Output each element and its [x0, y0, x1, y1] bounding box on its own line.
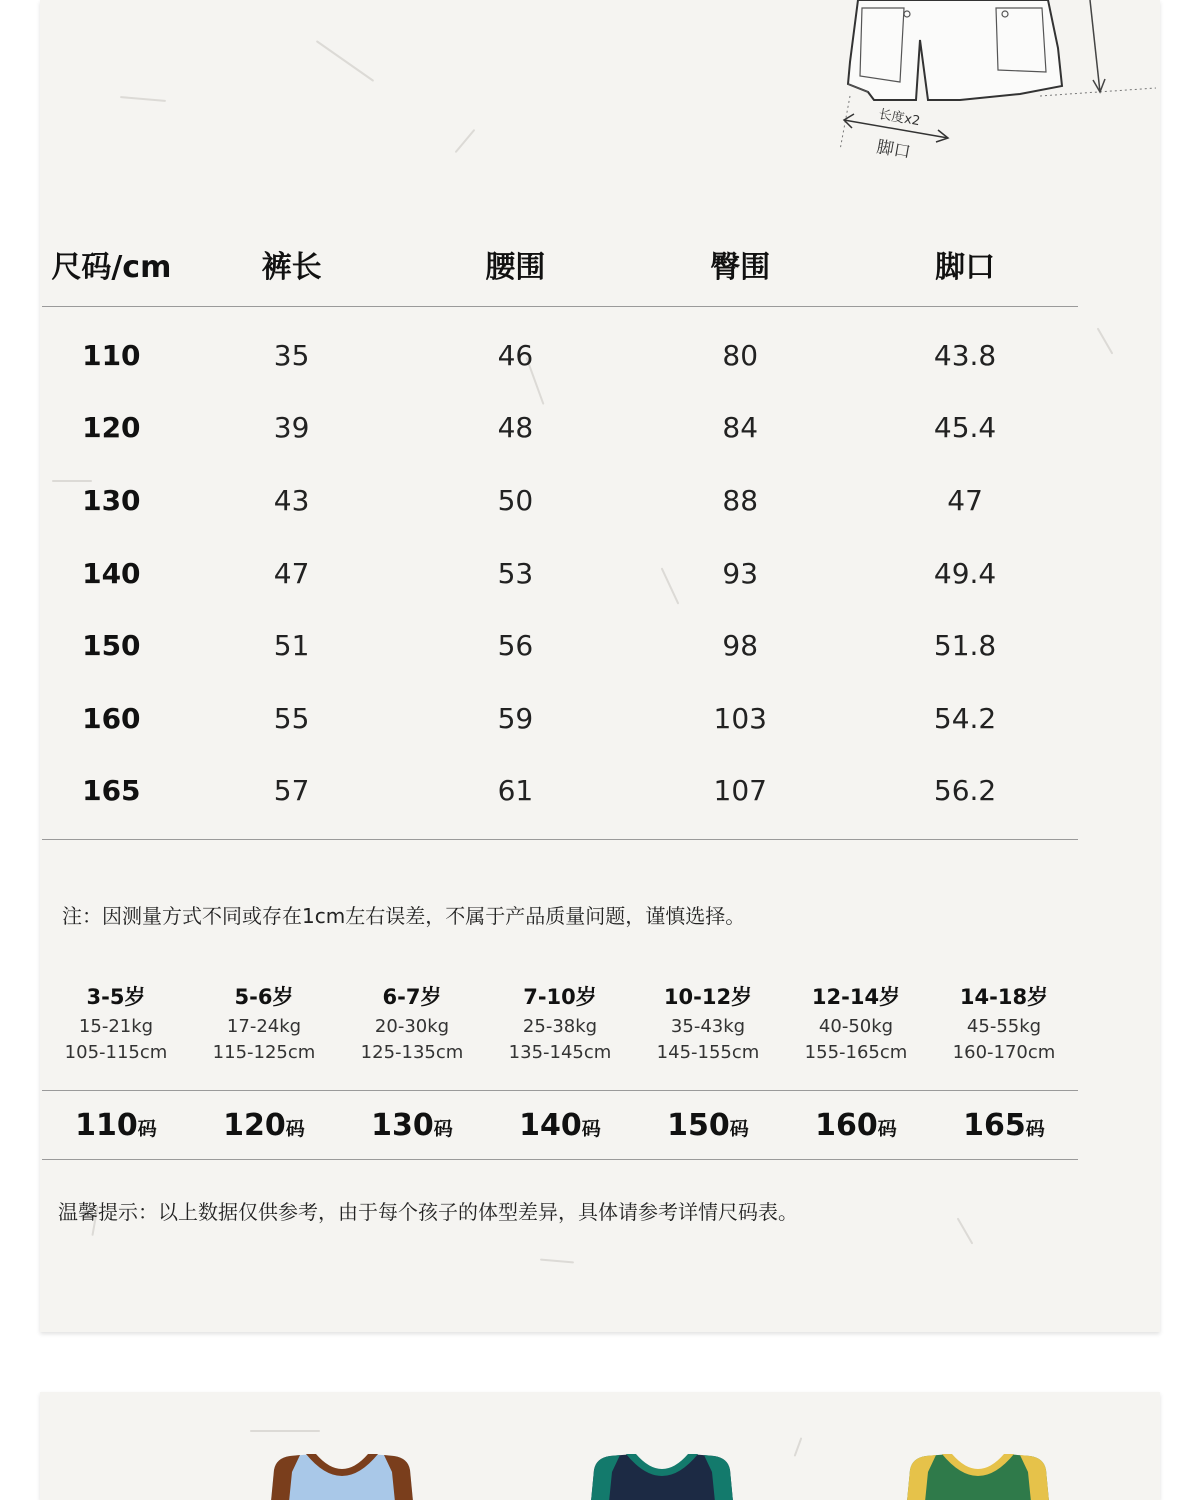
- vest-navy-teal[interactable]: [586, 1452, 738, 1500]
- age-guide-item: [42, 980, 190, 1066]
- weight-range: 15-21kg: [78, 1016, 154, 1037]
- cell-hip: 88: [722, 483, 759, 517]
- cell-waist: 46: [497, 338, 534, 372]
- age-guide-item: [486, 980, 634, 1066]
- vest-light-blue-brown[interactable]: [266, 1452, 418, 1500]
- shorts-outline: [848, 0, 1062, 100]
- weight-range: 20-30kg: [374, 1016, 450, 1037]
- size-code-number: 165: [963, 1107, 1026, 1143]
- cell-size: 130: [82, 483, 141, 517]
- cell-waist: 53: [497, 556, 534, 590]
- age-guide: [42, 980, 1078, 1066]
- cell-hip: 103: [713, 701, 767, 735]
- height-range: 105-115cm: [64, 1042, 168, 1063]
- size-code-row: [42, 1090, 1078, 1160]
- cell-waist: 56: [497, 629, 534, 663]
- length-x2-label: 长度x2: [877, 107, 922, 130]
- age-guide-row: [42, 980, 1078, 1066]
- table-row: [42, 464, 1078, 537]
- weight-range: 25-38kg: [522, 1016, 598, 1037]
- age-range: 7-10岁: [523, 985, 597, 1009]
- table-row: [42, 319, 1078, 392]
- size-code: [634, 1108, 782, 1143]
- header-hem: 脚口: [935, 250, 996, 285]
- cell-hip: 107: [713, 774, 767, 808]
- size-code-unit: 码: [285, 1117, 305, 1140]
- age-range: 6-7岁: [382, 985, 442, 1009]
- table-row: [42, 609, 1078, 682]
- shorts-diagram: [800, 0, 1160, 170]
- size-code: [782, 1108, 930, 1143]
- cell-hip: 98: [722, 629, 759, 663]
- table-row: [42, 392, 1078, 465]
- paper-fiber: [316, 40, 374, 82]
- paper-fiber: [1097, 328, 1114, 355]
- weight-range: 17-24kg: [226, 1016, 302, 1037]
- weight-range: 45-55kg: [966, 1016, 1042, 1037]
- size-code-number: 130: [371, 1107, 434, 1143]
- cell-hem: 49.4: [933, 556, 997, 590]
- cell-waist: 50: [497, 483, 534, 517]
- size-code: [486, 1108, 634, 1143]
- size-code: [190, 1108, 338, 1143]
- height-range: 160-170cm: [952, 1042, 1056, 1063]
- cell-waist: 48: [497, 411, 534, 445]
- size-code-unit: 码: [729, 1117, 749, 1140]
- header-hip: 臀围: [710, 250, 771, 285]
- cell-size: 140: [82, 556, 141, 590]
- size-code-number: 160: [815, 1107, 878, 1143]
- paper-fiber: [455, 129, 476, 153]
- cell-length: 47: [273, 556, 310, 590]
- age-range: 5-6岁: [234, 985, 294, 1009]
- paper-fiber: [120, 96, 166, 102]
- age-range: 3-5岁: [86, 985, 146, 1009]
- cell-size: 160: [82, 701, 141, 735]
- height-range: 115-125cm: [212, 1042, 316, 1063]
- age-guide-item: [338, 980, 486, 1066]
- weight-range: 35-43kg: [670, 1016, 746, 1037]
- hem-label: 脚口: [875, 137, 913, 163]
- cell-hem: 51.8: [933, 629, 997, 663]
- warm-tip: 温馨提示：以上数据仅供参考，由于每个孩子的体型差异，具体请参考详情尺码表。: [58, 1200, 798, 1224]
- cell-hip: 80: [722, 338, 759, 372]
- cell-length: 35: [273, 338, 310, 372]
- header-length: 裤长: [261, 250, 322, 285]
- cell-size: 165: [82, 774, 141, 808]
- size-code-unit: 码: [877, 1117, 897, 1140]
- size-code: [42, 1108, 190, 1143]
- cell-length: 39: [273, 411, 310, 445]
- size-table: [42, 222, 1078, 840]
- age-guide-item: [190, 980, 338, 1066]
- paper-fiber: [794, 1437, 803, 1456]
- age-range: 14-18岁: [959, 985, 1049, 1009]
- paper-fiber: [957, 1218, 974, 1245]
- cell-waist: 61: [497, 774, 534, 808]
- cell-hem: 56.2: [933, 774, 997, 808]
- cell-hem: 47: [947, 483, 983, 517]
- cell-length: 51: [273, 629, 310, 663]
- size-code-number: 110: [75, 1107, 138, 1143]
- size-code-number: 120: [223, 1107, 286, 1143]
- height-range: 155-165cm: [804, 1042, 908, 1063]
- cell-length: 43: [273, 483, 310, 517]
- cell-length: 57: [273, 774, 310, 808]
- size-code-unit: 码: [433, 1117, 453, 1140]
- cell-size: 120: [82, 411, 141, 445]
- measurement-note: 注：因测量方式不同或存在1cm左右误差，不属于产品质量问题，谨慎选择。: [62, 904, 746, 928]
- size-code-unit: 码: [1025, 1117, 1045, 1140]
- table-row: [42, 682, 1078, 755]
- header-waist: 腰围: [485, 250, 546, 285]
- size-code: [930, 1108, 1078, 1143]
- vest-green-yellow[interactable]: [902, 1452, 1054, 1500]
- cell-size: 150: [82, 629, 141, 663]
- size-code-number: 150: [667, 1107, 730, 1143]
- header-size: 尺码/cm: [51, 250, 172, 285]
- cell-hem: 45.4: [933, 411, 997, 445]
- size-code-unit: 码: [581, 1117, 601, 1140]
- cell-hip: 84: [722, 411, 759, 445]
- height-range: 145-155cm: [656, 1042, 760, 1063]
- paper-fiber: [540, 1259, 574, 1264]
- size-code: [338, 1108, 486, 1143]
- table-row: [42, 755, 1078, 828]
- cell-waist: 59: [497, 701, 534, 735]
- height-range: 135-145cm: [508, 1042, 612, 1063]
- cell-hem: 54.2: [933, 701, 997, 735]
- age-guide-item: [782, 980, 930, 1066]
- height-range: 125-135cm: [360, 1042, 464, 1063]
- age-range: 10-12岁: [663, 985, 753, 1009]
- age-guide-item: [634, 980, 782, 1066]
- table-header: [42, 222, 1078, 307]
- weight-range: 40-50kg: [818, 1016, 894, 1037]
- size-code-unit: 码: [137, 1117, 157, 1140]
- cell-hip: 93: [722, 556, 759, 590]
- cell-length: 55: [273, 701, 310, 735]
- age-guide-item: [930, 980, 1078, 1066]
- table-row: [42, 537, 1078, 610]
- paper-fiber: [250, 1430, 320, 1432]
- cell-size: 110: [82, 338, 141, 372]
- age-range: 12-14岁: [811, 985, 901, 1009]
- table-body: [42, 307, 1078, 840]
- length-arrow: [1090, 0, 1100, 92]
- size-code-number: 140: [519, 1107, 582, 1143]
- cell-hem: 43.8: [933, 338, 997, 372]
